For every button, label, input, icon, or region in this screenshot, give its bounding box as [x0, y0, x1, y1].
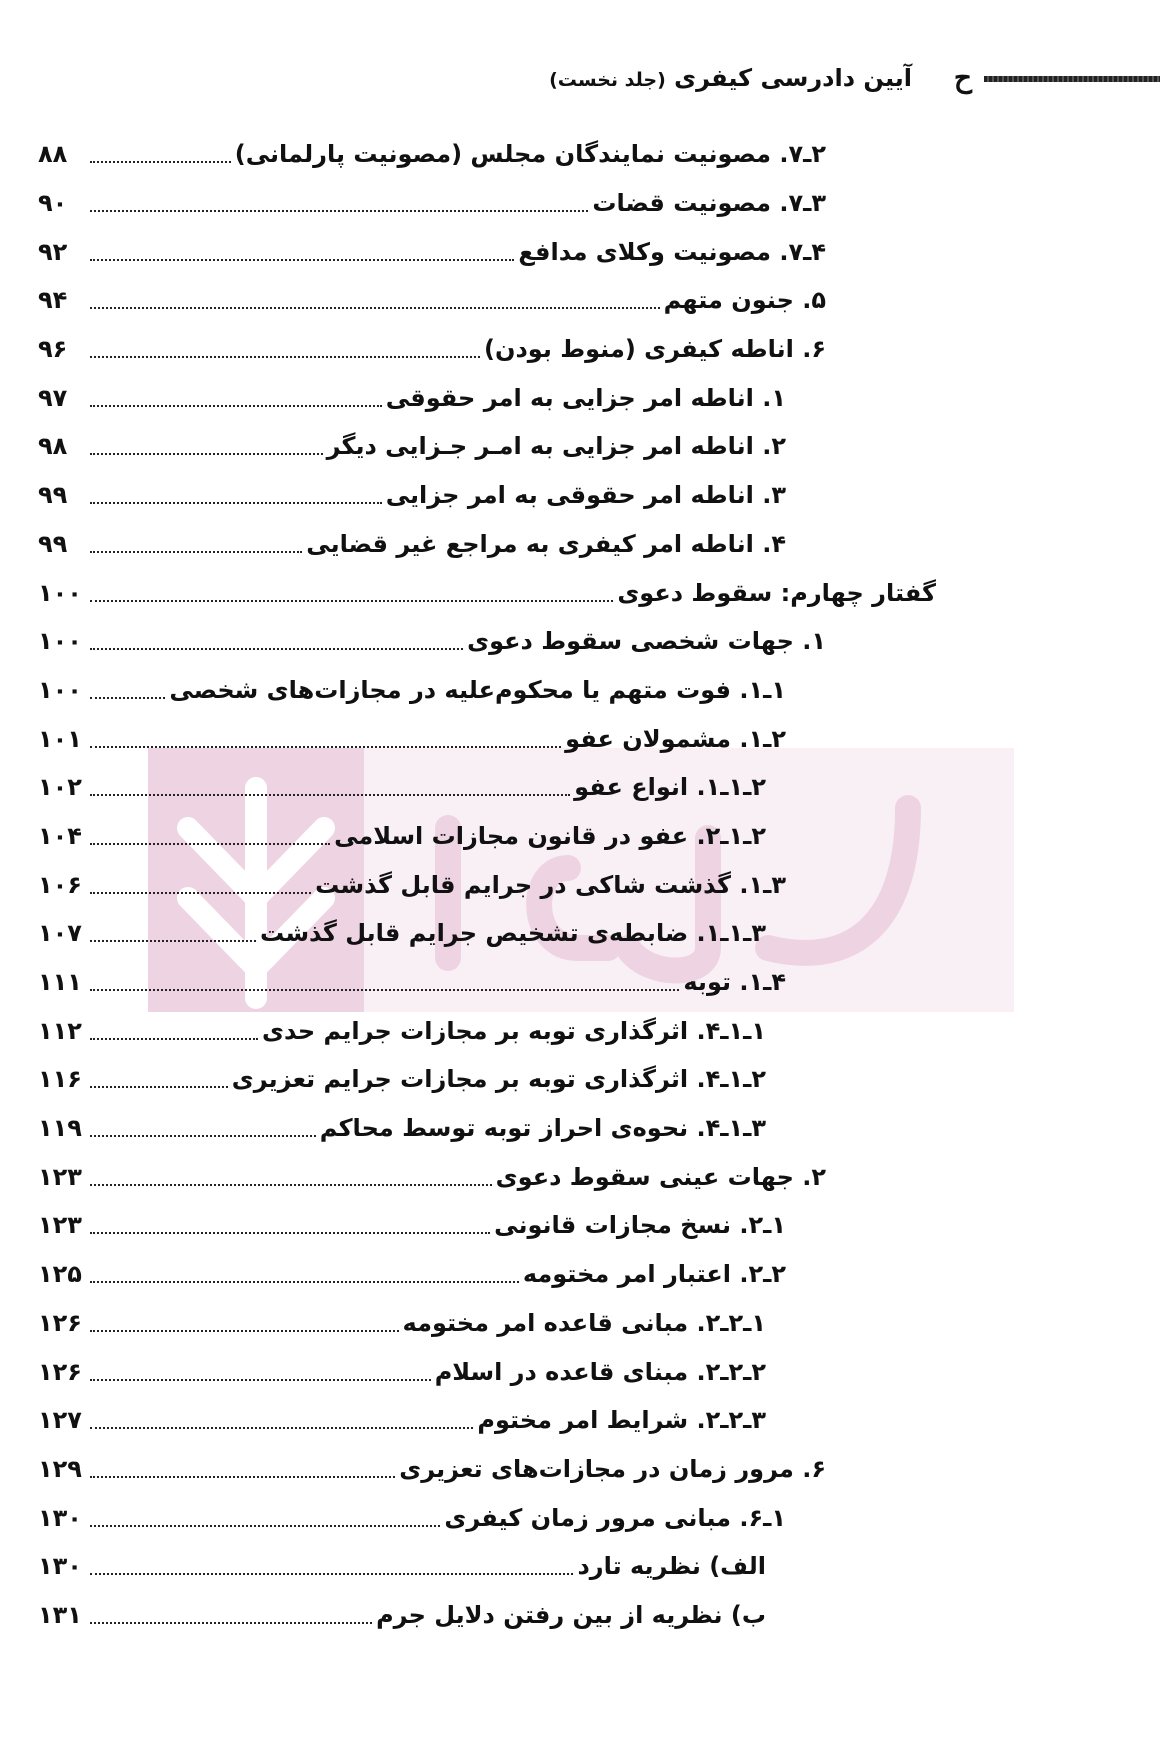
book-title: [549, 56, 912, 102]
toc-entry-title: ۲ـ۱ـ۴. اثرگذاری توبه بر مجازات جرایم تعزیری: [231, 1065, 766, 1094]
toc-entry-title: ۵. جنون متهم: [663, 286, 826, 315]
book-subtitle: (جلد نخست): [549, 69, 666, 91]
toc-entry-title: ۲ـ۱ـ۱. انواع عفو: [574, 773, 766, 802]
toc-entry: [38, 1299, 936, 1348]
toc-entry: [38, 1493, 936, 1542]
toc-entry-title: ۳ـ۱. گذشت شاکی در جرایم قابل گذشت: [315, 870, 786, 899]
toc-dot-leader: [90, 356, 480, 358]
toc-entry-page: ۱۰۷: [38, 919, 82, 948]
toc-entry: [38, 714, 936, 763]
toc-entry-page: ۱۳۰: [38, 1503, 82, 1532]
toc-entry-page: ۹۹: [38, 481, 68, 510]
toc-entry-title: ۶. مرور زمان در مجازات‌های تعزیری: [399, 1454, 826, 1483]
toc-entry: [38, 812, 936, 861]
toc-dot-leader: [90, 1622, 372, 1624]
toc-dot-leader: [90, 940, 256, 942]
toc-entry-title: ۳ـ۱ـ۴. نحوه‌ی احراز توبه توسط محاکم: [319, 1114, 766, 1143]
toc-dot-leader: [90, 1476, 395, 1478]
toc-entry-title: الف) نظریه تارد: [577, 1552, 766, 1581]
toc-entry-title: ۲ـ۷. مصونیت نمایندگان مجلس (مصونیت پارلمانی): [234, 140, 826, 169]
toc-dot-leader: [90, 794, 570, 796]
toc-entry-page: ۹۲: [38, 237, 68, 266]
toc-entry: [38, 568, 936, 617]
page-letter: ح: [953, 61, 972, 94]
toc-entry-page: ۸۸: [38, 140, 68, 169]
toc-entry-page: ۱۲۵: [38, 1260, 82, 1289]
toc-entry-page: ۹۴: [38, 286, 68, 315]
header-rule: [984, 76, 1160, 82]
toc-entry-page: ۱۲۶: [38, 1308, 82, 1337]
toc-entry-page: ۱۳۰: [38, 1552, 82, 1581]
toc-dot-leader: [90, 453, 323, 455]
toc-entry-page: ۱۰۴: [38, 821, 82, 850]
toc-entry-page: ۱۱۲: [38, 1016, 82, 1045]
toc-entry-page: ۱۰۶: [38, 870, 82, 899]
toc-entry: [38, 1104, 936, 1153]
toc-entry-title: ۲ـ۲. اعتبار امر مختومه: [522, 1260, 786, 1289]
toc-entry-page: ۹۸: [38, 432, 68, 461]
toc-entry: [38, 520, 936, 569]
toc-dot-leader: [90, 843, 330, 845]
toc-entry-page: ۹۰: [38, 189, 68, 218]
toc-dot-leader: [90, 1038, 258, 1040]
toc-entry: [38, 276, 936, 325]
toc-entry-page: ۱۰۲: [38, 773, 82, 802]
toc-entry: [38, 422, 936, 471]
toc-dot-leader: [90, 1525, 440, 1527]
toc-entry: [38, 1055, 936, 1104]
toc-dot-leader: [90, 697, 165, 699]
toc-dot-leader: [90, 502, 382, 504]
toc-dot-leader: [90, 1232, 490, 1234]
toc-entry: [38, 1006, 936, 1055]
toc-entry-title: ۱. جهات شخصی سقوط دعوی: [467, 627, 826, 656]
toc-entry: [38, 1250, 936, 1299]
toc-entry-page: ۱۱۱: [38, 968, 82, 997]
toc-dot-leader: [90, 1086, 228, 1088]
toc-entry-title: ۲ـ۱. مشمولان عفو: [565, 724, 786, 753]
toc-entry-page: ۱۱۹: [38, 1114, 82, 1143]
toc-entry-page: ۱۳۱: [38, 1600, 82, 1629]
toc-dot-leader: [90, 648, 463, 650]
toc-dot-leader: [90, 259, 514, 261]
toc-entry-title: ۱. اناطه امر جزایی به امر حقوقی: [385, 383, 786, 412]
toc-entry-title: ۴ـ۱. توبه: [683, 968, 786, 997]
toc-entry-page: ۱۰۰: [38, 627, 82, 656]
toc-entry-title: ب) نظریه از بین رفتن دلایل جرم: [376, 1600, 766, 1629]
toc-entry-page: ۱۲۳: [38, 1211, 82, 1240]
toc-entry-title: ۱ـ۲ـ۲. مبانی قاعده امر مختومه: [402, 1308, 766, 1337]
toc-entry-page: ۱۲۹: [38, 1454, 82, 1483]
toc-entry: [38, 227, 936, 276]
toc-entry-title: ۳. اناطه امر حقوقی به امر جزایی: [385, 481, 786, 510]
toc-entry: [38, 1396, 936, 1445]
toc-dot-leader: [90, 1573, 573, 1575]
toc-entry-title: ۴. اناطه امر کیفری به مراجع غیر قضایی: [306, 529, 786, 558]
toc-entry-page: ۹۹: [38, 529, 68, 558]
toc-dot-leader: [90, 892, 311, 894]
toc-entry-page: ۱۲۶: [38, 1357, 82, 1386]
toc-entry-page: ۱۰۰: [38, 675, 82, 704]
toc-dot-leader: [90, 405, 382, 407]
toc-entry-title: ۶. اناطه کیفری (منوط بودن): [484, 335, 826, 364]
toc-dot-leader: [90, 989, 679, 991]
book-title-main: آیین دادرسی کیفری: [674, 64, 912, 92]
toc-entry-title: ۲ـ۱ـ۲. عفو در قانون مجازات اسلامی: [334, 821, 766, 850]
running-header: [0, 56, 1160, 100]
toc-entry: [38, 1542, 936, 1591]
toc-entry: [38, 1152, 936, 1201]
toc-entry: [38, 325, 936, 374]
toc-dot-leader: [90, 210, 588, 212]
toc-entry: [38, 373, 936, 422]
toc-entry-title: ۲. اناطه امر جزایی به امـر جـزایی دیگر: [326, 432, 786, 461]
toc-entry-title: گفتار چهارم: سقوط دعوی: [617, 578, 936, 607]
toc-entry-page: ۹۷: [38, 383, 68, 412]
toc-entry: [38, 958, 936, 1007]
toc-entry: [38, 471, 936, 520]
toc-entry: [38, 1201, 936, 1250]
toc-dot-leader: [90, 1379, 431, 1381]
toc-dot-leader: [90, 307, 660, 309]
toc-entry: [38, 617, 936, 666]
toc-entry-page: ۹۶: [38, 335, 68, 364]
toc-entry: [38, 763, 936, 812]
toc-dot-leader: [90, 551, 302, 553]
toc-dot-leader: [90, 1184, 492, 1186]
toc-entry-title: ۴ـ۷. مصونیت وکلای مدافع: [518, 237, 826, 266]
toc-dot-leader: [90, 1281, 519, 1283]
toc-entry-page: ۱۲۷: [38, 1406, 82, 1435]
toc-entry-title: ۳ـ۷. مصونیت قضات: [592, 189, 826, 218]
toc-entry-title: ۱ـ۱. فوت متهم یا محکوم‌علیه در مجازات‌های شخصی: [169, 675, 786, 704]
toc-dot-leader: [90, 600, 613, 602]
toc-entry-title: ۱ـ۱ـ۴. اثرگذاری توبه بر مجازات جرایم حدی: [262, 1016, 766, 1045]
toc-entry: [38, 179, 936, 228]
toc-entry-title: ۳ـ۱ـ۱. ضابطه‌ی تشخیص جرایم قابل گذشت: [260, 919, 766, 948]
toc-dot-leader: [90, 161, 231, 163]
toc-entry-title: ۱ـ۶. مبانی مرور زمان کیفری: [444, 1503, 786, 1532]
toc-entry-page: ۱۰۱: [38, 724, 82, 753]
toc-entry-title: ۱ـ۲. نسخ مجازات قانونی: [494, 1211, 786, 1240]
toc-entry: [38, 130, 936, 179]
toc-entry: [38, 860, 936, 909]
toc-entry: [38, 1445, 936, 1494]
toc-entry-page: ۱۲۳: [38, 1162, 82, 1191]
toc-entry: [38, 909, 936, 958]
toc-dot-leader: [90, 746, 561, 748]
table-of-contents: [38, 130, 936, 1639]
toc-entry-title: ۲ـ۲ـ۲. مبنای قاعده در اسلام: [434, 1357, 766, 1386]
toc-entry-title: ۳ـ۲ـ۲. شرایط امر مختوم: [477, 1406, 766, 1435]
toc-entry: [38, 666, 936, 715]
toc-entry-title: ۲. جهات عینی سقوط دعوی: [495, 1162, 826, 1191]
toc-entry-page: ۱۰۰: [38, 578, 82, 607]
toc-entry: [38, 1347, 936, 1396]
toc-dot-leader: [90, 1330, 399, 1332]
toc-dot-leader: [90, 1135, 316, 1137]
toc-entry: [38, 1591, 936, 1640]
toc-entry-page: ۱۱۶: [38, 1065, 82, 1094]
toc-dot-leader: [90, 1427, 473, 1429]
